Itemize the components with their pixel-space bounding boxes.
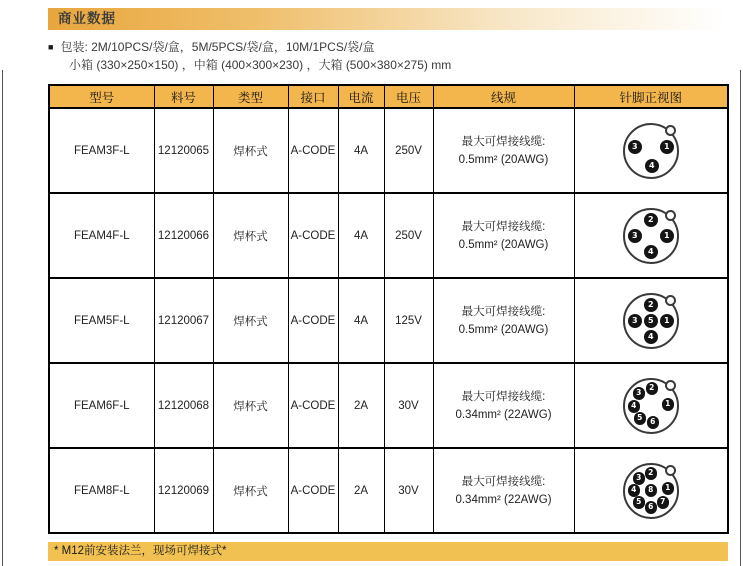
pin-1: 1 <box>660 140 674 154</box>
pin-5: 5 <box>633 496 646 509</box>
pin-diagram <box>623 123 679 179</box>
cell-model: FEAM3F-L <box>49 108 154 193</box>
pin-1: 1 <box>660 229 674 243</box>
pin-3: 3 <box>633 472 646 485</box>
pin-diagram <box>623 463 679 519</box>
table-row <box>49 278 728 363</box>
pin-4: 4 <box>644 330 658 344</box>
cell-part-no: 12120067 <box>154 278 213 363</box>
cell-current: 4A <box>338 108 384 193</box>
pin-3: 3 <box>628 314 642 328</box>
cell-voltage: 30V <box>384 363 433 448</box>
product-spec-table <box>48 84 729 534</box>
pin-diagram <box>623 378 679 434</box>
cell-type: 焊杯式 <box>213 363 288 448</box>
col-header-current: 电流 <box>338 85 384 108</box>
cell-interface: A-CODE <box>288 108 338 193</box>
cell-wire-gauge <box>433 278 574 363</box>
cell-current: 2A <box>338 448 384 533</box>
table-row <box>49 448 728 533</box>
pin-4: 4 <box>645 159 659 173</box>
pin-diagram <box>623 293 679 349</box>
pin-2: 2 <box>645 467 658 480</box>
pin-1: 1 <box>662 398 675 411</box>
cell-current: 2A <box>338 363 384 448</box>
table-row <box>49 108 728 193</box>
cell-pin-view <box>574 448 728 533</box>
wire-gauge-value: 0.34mm² (22AWG) <box>455 493 552 506</box>
cell-model: FEAM8F-L <box>49 448 154 533</box>
wire-gauge-value: 0.5mm² (20AWG) <box>458 153 549 166</box>
cell-wire-gauge <box>433 363 574 448</box>
square-bullet-icon: ■ <box>48 42 54 52</box>
pin-3: 3 <box>628 140 642 154</box>
cell-voltage: 250V <box>384 108 433 193</box>
pin-3: 3 <box>633 387 646 400</box>
cell-type: 焊杯式 <box>213 108 288 193</box>
cell-current: 4A <box>338 278 384 363</box>
col-header-voltage: 电压 <box>384 85 433 108</box>
cell-type: 焊杯式 <box>213 193 288 278</box>
wire-gauge-label: 最大可焊接线缆: <box>461 390 546 403</box>
pin-6: 6 <box>647 416 660 429</box>
cell-wire-gauge <box>433 193 574 278</box>
packaging-line-1 <box>48 39 451 57</box>
keying-notch <box>665 125 676 136</box>
cell-model: FEAM6F-L <box>49 363 154 448</box>
pin-7: 7 <box>657 496 670 509</box>
packaging-line-2: 小箱 (330×250×150) ，中箱 (400×300×230) ，大箱 (500×380×275) mm <box>69 58 452 72</box>
pin-1: 1 <box>662 482 675 495</box>
wire-gauge-value: 0.34mm² (22AWG) <box>455 408 552 421</box>
cell-type: 焊杯式 <box>213 448 288 533</box>
wire-gauge-label: 最大可焊接线缆: <box>461 220 546 233</box>
pin-3: 3 <box>628 229 642 243</box>
pin-4: 4 <box>628 400 641 413</box>
pin-2: 2 <box>644 213 658 227</box>
table-row <box>49 363 728 448</box>
wire-gauge-value: 0.5mm² (20AWG) <box>458 323 549 336</box>
cell-interface: A-CODE <box>288 193 338 278</box>
cell-current: 4A <box>338 193 384 278</box>
cell-wire-gauge <box>433 448 574 533</box>
wire-gauge-label: 最大可焊接线缆: <box>461 135 546 148</box>
table-row <box>49 193 728 278</box>
pin-diagram <box>623 208 679 264</box>
cell-type: 焊杯式 <box>213 278 288 363</box>
pin-5: 5 <box>634 412 647 425</box>
keying-notch <box>665 210 676 221</box>
cell-pin-view <box>574 193 728 278</box>
col-header-part-no: 料号 <box>154 85 213 108</box>
packaging-text-1: 包装: 2M/10PCS/袋/盒，5M/5PCS/袋/盒，10M/1PCS/袋/盒 <box>60 40 375 54</box>
cell-model: FEAM5F-L <box>49 278 154 363</box>
wire-gauge-label: 最大可焊接线缆: <box>461 475 546 488</box>
wire-gauge-value: 0.5mm² (20AWG) <box>458 238 549 251</box>
footnote-bar <box>48 542 728 561</box>
pin-4: 4 <box>628 484 641 497</box>
keying-notch <box>665 295 676 306</box>
col-header-type: 类型 <box>213 85 288 108</box>
keying-notch <box>665 380 676 391</box>
pin-5: 5 <box>644 314 658 328</box>
cell-pin-view <box>574 363 728 448</box>
keying-notch <box>665 465 676 476</box>
cell-wire-gauge <box>433 108 574 193</box>
pin-2: 2 <box>644 298 658 312</box>
pin-6: 6 <box>645 501 658 514</box>
cell-pin-view <box>574 108 728 193</box>
cell-part-no: 12120066 <box>154 193 213 278</box>
col-header-interface: 接口 <box>288 85 338 108</box>
col-header-model: 型号 <box>49 85 154 108</box>
footnote-text: * M12前安装法兰，现场可焊接式* <box>54 545 227 557</box>
wire-gauge-label: 最大可焊接线缆: <box>461 305 546 318</box>
packaging-note <box>48 39 451 74</box>
cell-voltage: 250V <box>384 193 433 278</box>
pin-1: 1 <box>660 314 674 328</box>
cell-voltage: 30V <box>384 448 433 533</box>
table-header-row <box>49 85 728 108</box>
pin-8: 8 <box>645 484 658 497</box>
section-title-bar <box>48 8 727 30</box>
col-header-wire-gauge: 线规 <box>433 85 574 108</box>
pin-4: 4 <box>644 245 658 259</box>
section-title: 商业数据 <box>58 11 116 26</box>
cell-voltage: 125V <box>384 278 433 363</box>
col-header-pin-view: 针脚正视图 <box>574 85 728 108</box>
cell-interface: A-CODE <box>288 448 338 533</box>
cell-part-no: 12120068 <box>154 363 213 448</box>
pin-2: 2 <box>646 382 659 395</box>
cell-interface: A-CODE <box>288 363 338 448</box>
cell-pin-view <box>574 278 728 363</box>
cell-interface: A-CODE <box>288 278 338 363</box>
cell-part-no: 12120065 <box>154 108 213 193</box>
cell-part-no: 12120069 <box>154 448 213 533</box>
cell-model: FEAM4F-L <box>49 193 154 278</box>
